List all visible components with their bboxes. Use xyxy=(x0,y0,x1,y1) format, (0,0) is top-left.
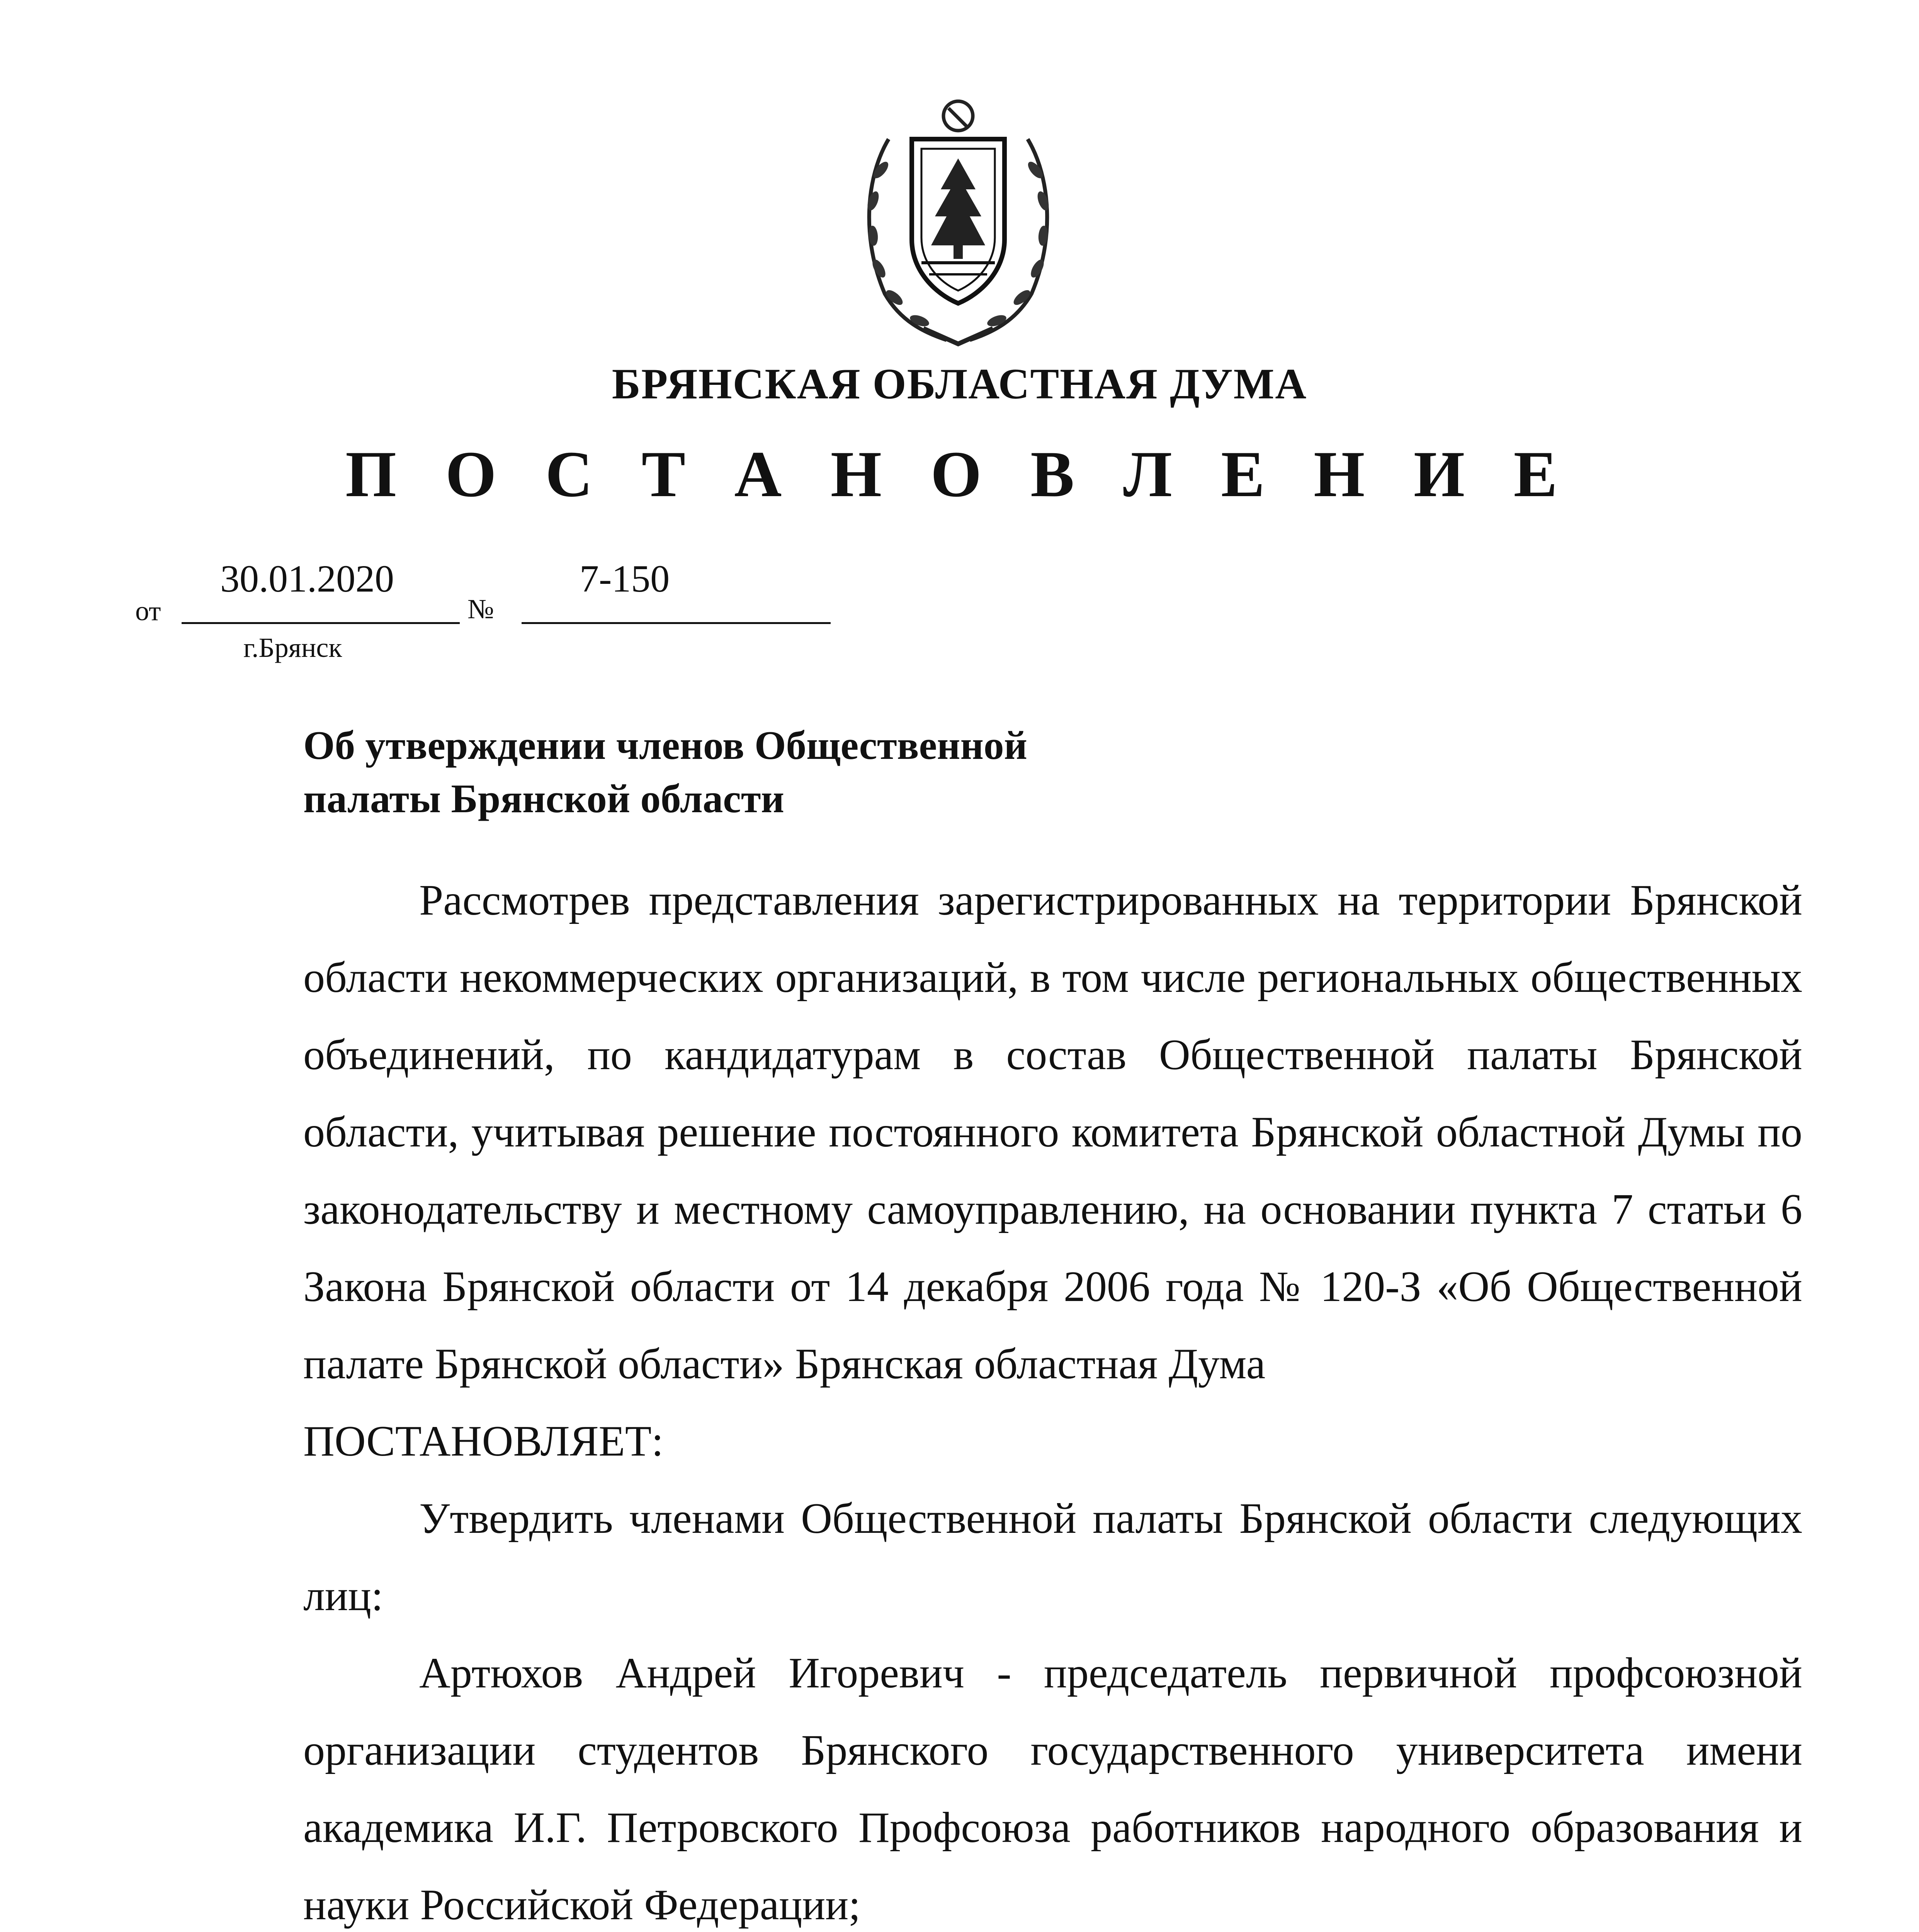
document-city: г.Брянск xyxy=(243,632,342,663)
subject-line-1: Об утверждении членов Общественной xyxy=(303,723,1028,768)
preamble-paragraph: Рассмотрев представления зарегистрированных на территории Брянской области некоммерческих организаций, в том числе региональных общественных объединений, по кандидатурам в состав Общественной палаты Брянской области, учитывая решение постоянного комитета Брянской областной Думы по законодательству и местному самоуправлению, на основании пункта 7 статьи 6 Закона Брянской области от 14 декабря 2006 года № 120-З «Об Общественной палате Брянской области» Брянская областная Дума xyxy=(303,876,1802,1388)
document-type-title: П О С Т А Н О В Л Е Н И Е xyxy=(345,438,1574,510)
document-date: 30.01.2020 xyxy=(220,557,394,600)
date-underline xyxy=(182,622,460,624)
number-underline xyxy=(522,622,831,624)
approve-paragraph: Утвердить членами Общественной палаты Брянской области следующих лиц: xyxy=(303,1495,1802,1620)
number-label: № xyxy=(467,594,494,624)
organization-title: БРЯНСКАЯ ОБЛАСТНАЯ ДУМА xyxy=(612,360,1307,408)
document-subject xyxy=(303,719,1027,825)
from-label: от xyxy=(135,595,161,626)
document-number: 7-150 xyxy=(580,557,670,600)
coat-of-arms-icon xyxy=(854,93,1062,348)
document-body xyxy=(303,862,1802,1932)
resolves-heading: ПОСТАНОВЛЯЕТ: xyxy=(303,1417,664,1465)
member-paragraph: Артюхов Андрей Игоревич - председатель первичной профсоюзной организации студентов Брянского государственного университета имени академика И.Г. Петровского Профсоюза работников народного образования и науки Российской Федерации; xyxy=(303,1649,1802,1929)
document-meta xyxy=(135,556,869,634)
subject-line-2: палаты Брянской области xyxy=(303,776,784,821)
